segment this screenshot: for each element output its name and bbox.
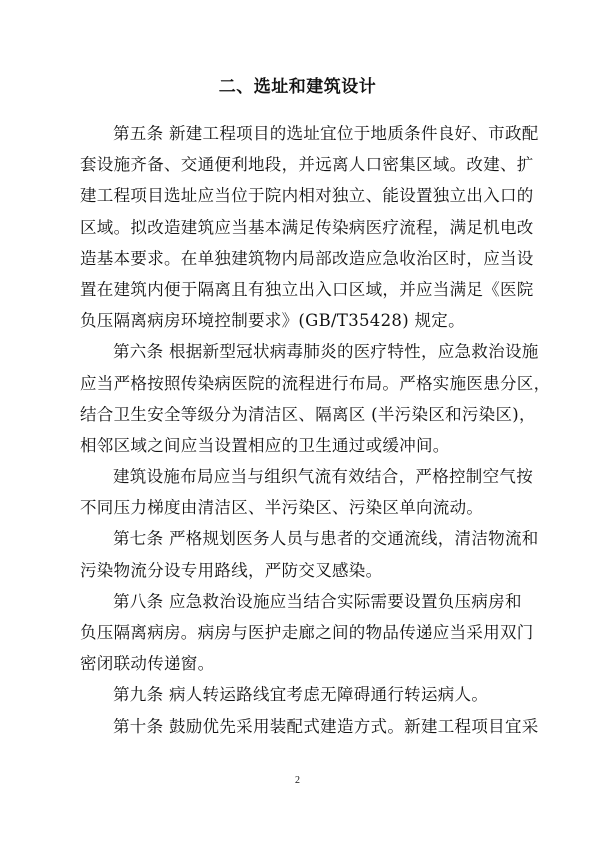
text-line: 置在建筑内便于隔离且有独立出入口区域，并应当满足《医院	[80, 279, 534, 299]
text-line: 负压隔离病房。病房与医护走廊之间的物品传递应当采用双门	[80, 623, 534, 642]
text-line: 建工程项目选址应当位于院内相对独立、能设置独立出入口的	[80, 186, 534, 206]
body-text	[80, 118, 551, 742]
text-line: 第七条 严格规划医务人员与患者的交通流线，清洁物流和	[113, 529, 539, 549]
text-line: 负压隔离病房环境控制要求》(GB/T35428) 规定。	[80, 311, 465, 331]
page-number: 2	[295, 775, 300, 786]
text-line: 第八条 应急救治设施应当结合实际需要设置负压病房和	[113, 591, 522, 611]
text-line: 结合卫生安全等级分为清洁区、隔离区 (半污染区和污染区)，	[80, 404, 536, 424]
text-line: 第六条 根据新型冠状病毒肺炎的医疗特性，应急救治设施	[113, 342, 539, 362]
text-line: 相邻区域之间应当设置相应的卫生通过或缓冲间。	[80, 435, 450, 455]
text-line: 造基本要求。在单独建筑物内局部改造应急收治区时，应当设	[80, 248, 534, 268]
text-line: 第九条 病人转运路线宜考虑无障碍通行转运病人。	[113, 685, 489, 705]
text-line: 密闭联动传递窗。	[80, 654, 215, 674]
text-line: 区域。拟改造建筑应当基本满足传染病医疗流程，满足机电改	[80, 217, 534, 237]
text-line: 污染物流分设专用路线，严防交叉感染。	[80, 560, 383, 580]
text-line: 套设施齐备、交通便利地段，并远离人口密集区域。改建、扩	[80, 155, 534, 175]
text-line: 第五条 新建工程项目的选址宜位于地质条件良好、市政配	[113, 124, 539, 143]
text-line: 建筑设施布局应当与组织气流有效结合，严格控制空气按	[113, 467, 533, 487]
text-line: 不同压力梯度由清洁区、半污染区、污染区单向流动。	[80, 498, 484, 518]
text-line: 第十条 鼓励优先采用装配式建造方式。新建工程项目宜采	[113, 716, 539, 736]
section-heading: 二、选址和建筑设计	[218, 77, 377, 97]
text-line: 应当严格按照传染病医院的流程进行布局。严格实施医患分区，	[80, 373, 551, 393]
